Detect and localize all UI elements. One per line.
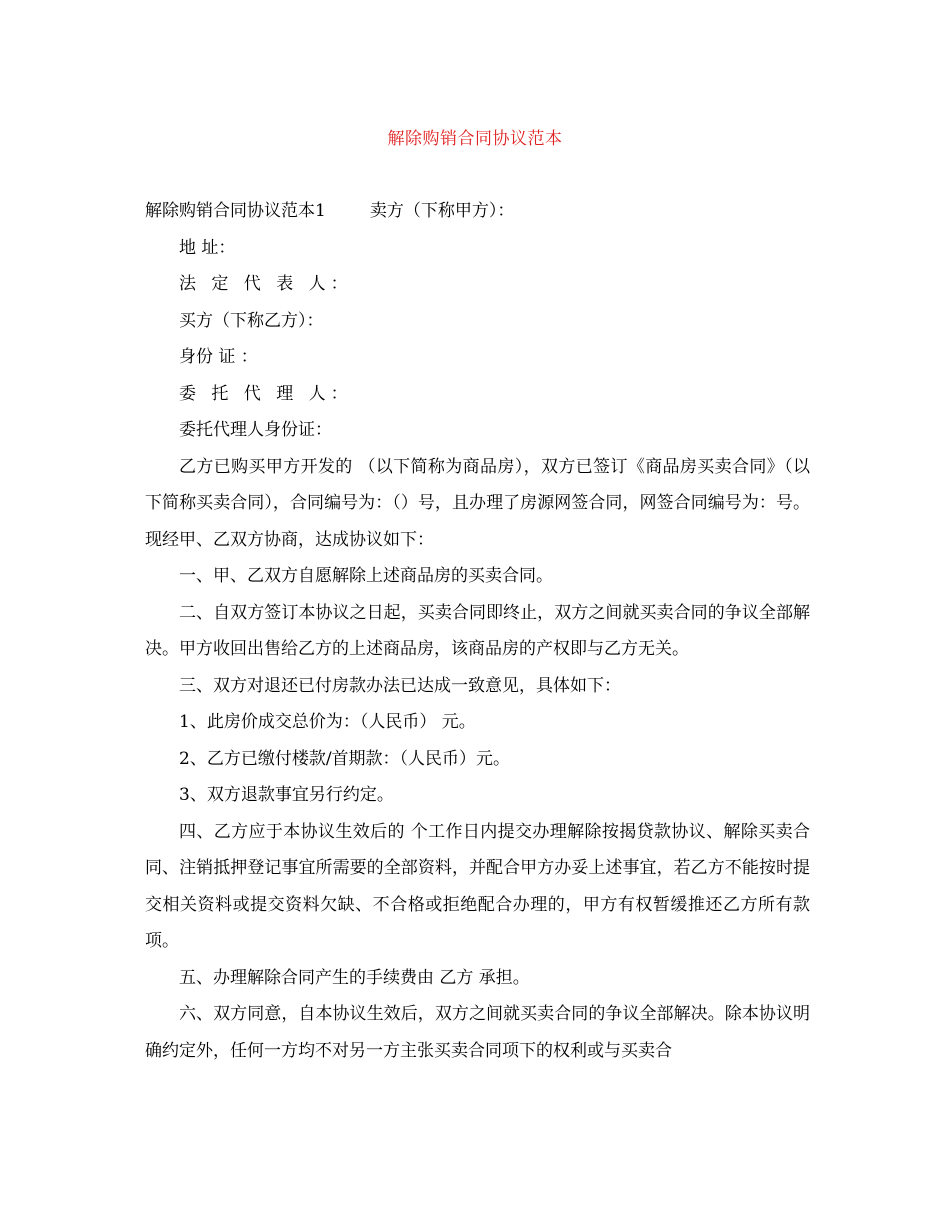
address-line: 地 址： xyxy=(179,237,236,258)
agent-id-line: 委托代理人身份证： xyxy=(179,420,332,440)
document-body xyxy=(145,193,810,1069)
seller-line: 卖方（下称甲方）： xyxy=(369,201,515,221)
paragraph-clause-4: 四、乙方应于本协议生效后的 个工作日内提交办理解除按揭贷款协议、解除买卖合同、注销抵押登记事宜所需要的全部资料，并配合甲方办妥上述事宜，若乙方不能按时提交相关资料或提交资料欠缺、不合格或拒绝配合办理的，甲方有权暂缓推还乙方所有款项。 xyxy=(145,821,810,951)
paragraph-item-2: 2、乙方已缴付楼款/首期款：（人民币）元。 xyxy=(179,748,511,769)
paragraph-clause-1: 一、甲、乙双方自愿解除上述商品房的买卖合同。 xyxy=(179,566,553,586)
agent-line: 委 托 代 理 人： xyxy=(179,383,353,404)
id-card-line: 身份 证 ： xyxy=(179,347,258,367)
paragraph-clause-2: 二、自双方签订本协议之日起，买卖合同即终止，双方之间就买卖合同的争议全部解决。甲方收回出售给乙方的上述商品房，该商品房的产权即与乙方无关。 xyxy=(145,602,810,659)
paragraph-intro: 乙方已购买甲方开发的 （以下简称为商品房），双方已签订《商品房买卖合同》（以下简称买卖合同），合同编号为：（）号，且办理了房源网签合同，网签合同编号为：号。现经甲、乙双方协商，达成协议如下： xyxy=(145,456,810,550)
buyer-line: 买方（下称乙方）： xyxy=(179,310,324,331)
paragraph-clause-5: 五、办理解除合同产生的手续费由 乙方 承担。 xyxy=(179,967,530,988)
heading-line xyxy=(145,193,810,230)
document-title: 解除购销合同协议范本 xyxy=(387,129,563,149)
paragraph-clause-6: 六、双方同意，自本协议生效后，双方之间就买卖合同的争议全部解决。除本协议明确约定外，任何一方均不对另一方主张买卖合同项下的权利或与买卖合 xyxy=(145,1004,810,1061)
paragraph-item-1: 1、此房价成交总价为：（人民币） 元。 xyxy=(179,712,476,732)
legal-rep-line: 法 定 代 表 人： xyxy=(179,274,353,294)
heading-label: 解除购销合同协议范本1 xyxy=(145,201,326,221)
paragraph-clause-3: 三、双方对退还已付房款办法已达成一致意见，具体如下： xyxy=(179,675,621,696)
paragraph-item-3: 3、双方退款事宜另行约定。 xyxy=(179,785,394,805)
